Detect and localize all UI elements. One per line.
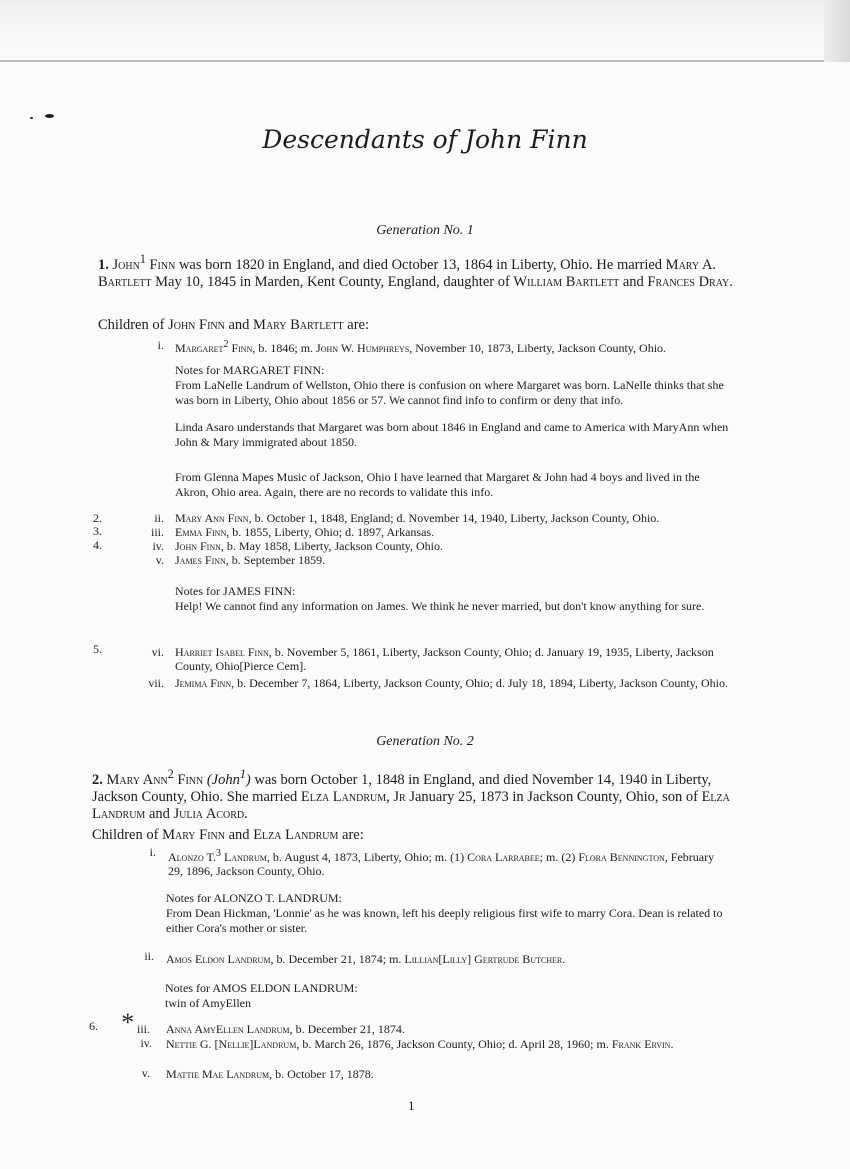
child-entry: Jemima Finn, b. December 7, 1864, Liberty, Jackson County, Ohio; d. July 18, 1894, Liberty, Jackson County, Ohio. bbox=[175, 676, 728, 690]
child-entry: Mattie Mae Landrum, b. October 17, 1878. bbox=[166, 1067, 374, 1081]
notes-heading: Notes for ALONZO T. LANDRUM: bbox=[166, 891, 342, 905]
descendant-number: 6. bbox=[89, 1019, 98, 1033]
child-roman: ii. bbox=[144, 949, 154, 963]
page-title: Descendants of John Finn bbox=[262, 125, 588, 154]
page-number: 1 bbox=[408, 1098, 415, 1113]
descendant-number: 5. bbox=[93, 642, 102, 656]
child-entry: Nettie G. [Nellie]Landrum, b. March 26, 1876, Jackson County, Ohio; d. April 28, 1960; m. Frank Ervin. bbox=[166, 1037, 674, 1051]
notes-paragraph: From LaNelle Landrum of Wellston, Ohio there is confusion on where Margaret was born. LaNelle thinks that she was born in Liberty, Ohio about 1856 or 57. We cannot find info to confirm or deny that info. bbox=[175, 378, 724, 407]
generation-heading: Generation No. 1 bbox=[376, 223, 474, 238]
person-entry: 1. John$^1$ Finn was born 1820 in England, and died October 13, 1864 in Liberty, Ohio. He married Mary A. Bartlett May 10, 1845 in Marden, Kent County, England, daughter of William Bartlett and Frances Dray. bbox=[98, 252, 733, 290]
page-top-edge bbox=[0, 60, 850, 62]
child-roman: ii. bbox=[154, 511, 164, 525]
notes-paragraph: From Glenna Mapes Music of Jackson, Ohio I have learned that Margaret & John had 4 boys and lived in the Akron, Ohio area. Again, there are no records to validate this info. bbox=[175, 470, 700, 499]
page-corner-shadow bbox=[824, 0, 850, 62]
child-roman: vi. bbox=[151, 645, 164, 659]
child-entry: Anna AmyEllen Landrum, b. December 21, 1874. bbox=[166, 1022, 405, 1036]
scan-top-shadow bbox=[0, 0, 850, 62]
descendant-number: 4. bbox=[93, 538, 102, 552]
child-entry: Emma Finn, b. 1855, Liberty, Ohio; d. 1897, Arkansas. bbox=[175, 525, 435, 539]
scan-speck bbox=[45, 114, 54, 118]
child-roman: vii. bbox=[148, 676, 164, 690]
scan-speck bbox=[30, 117, 33, 119]
children-intro: Children of John Finn and Mary Bartlett are: bbox=[98, 317, 369, 333]
notes-heading: Notes for MARGARET FINN: bbox=[175, 363, 325, 377]
child-entry: John Finn, b. May 1858, Liberty, Jackson County, Ohio. bbox=[175, 539, 443, 553]
child-roman: i. bbox=[149, 845, 156, 859]
child-entry: Alonzo T.$^3$ Landrum, b. August 4, 1873, Liberty, Ohio; m. (1) Cora Larrabee; m. (2) Flora Bennington, February 29, 1896, Jackson County, Ohio. bbox=[168, 848, 715, 878]
notes-paragraph: twin of AmyEllen bbox=[165, 996, 251, 1010]
notes-paragraph: From Dean Hickman, 'Lonnie' as he was known, left his deeply religious first wife to marry Cora. Dean is related to either Cora's mother or sister. bbox=[166, 906, 723, 935]
child-entry: Harriet Isabel Finn, b. November 5, 1861, Liberty, Jackson County, Ohio; d. January 19, 1935, Liberty, Jackson County, Ohio[Pierce Cem]. bbox=[175, 645, 714, 673]
notes-heading: Notes for JAMES FINN: bbox=[175, 584, 296, 598]
descendant-number: 3. bbox=[93, 524, 102, 538]
child-roman: v. bbox=[141, 1066, 150, 1080]
child-roman: v. bbox=[155, 553, 164, 567]
notes-paragraph: Help! We cannot find any information on James. We think he never married, but don't know anything for sure. bbox=[175, 599, 705, 613]
child-roman: iv. bbox=[140, 1036, 152, 1050]
child-roman: iv. bbox=[152, 539, 164, 553]
generation-heading: Generation No. 2 bbox=[376, 734, 474, 749]
child-roman: i. bbox=[157, 338, 164, 352]
children-intro: Children of Mary Finn and Elza Landrum are: bbox=[92, 827, 364, 843]
handwritten-asterisk-mark: * bbox=[120, 1008, 133, 1037]
person-entry: 2. Mary Ann$^2$ Finn (John$^1$) was born October 1, 1848 in England, and died November 14, 1940 in Liberty, Jackson County, Ohio. She married Elza Landrum, Jr January 25, 1873 in Jackson County, Ohio, son of Elza Landrum and Julia Acord. bbox=[92, 767, 730, 822]
child-roman: iii. bbox=[150, 525, 164, 539]
child-roman: iii. bbox=[136, 1022, 150, 1036]
child-entry: James Finn, b. September 1859. bbox=[175, 553, 326, 567]
child-entry: Margaret$^2$ Finn, b. 1846; m. John W. Humphreys, November 10, 1873, Liberty, Jackson County, Ohio. bbox=[175, 339, 667, 355]
child-entry: Mary Ann Finn, b. October 1, 1848, England; d. November 14, 1940, Liberty, Jackson County, Ohio. bbox=[175, 511, 660, 525]
child-entry: Amos Eldon Landrum, b. December 21, 1874; m. Lillian[Lilly] Gertrude Butcher. bbox=[166, 952, 566, 966]
notes-paragraph: Linda Asaro understands that Margaret was born about 1846 in England and came to America with MaryAnn when John & Mary immigrated about 1850. bbox=[175, 420, 729, 449]
notes-heading: Notes for AMOS ELDON LANDRUM: bbox=[165, 981, 358, 995]
descendant-number: 2. bbox=[93, 511, 102, 525]
